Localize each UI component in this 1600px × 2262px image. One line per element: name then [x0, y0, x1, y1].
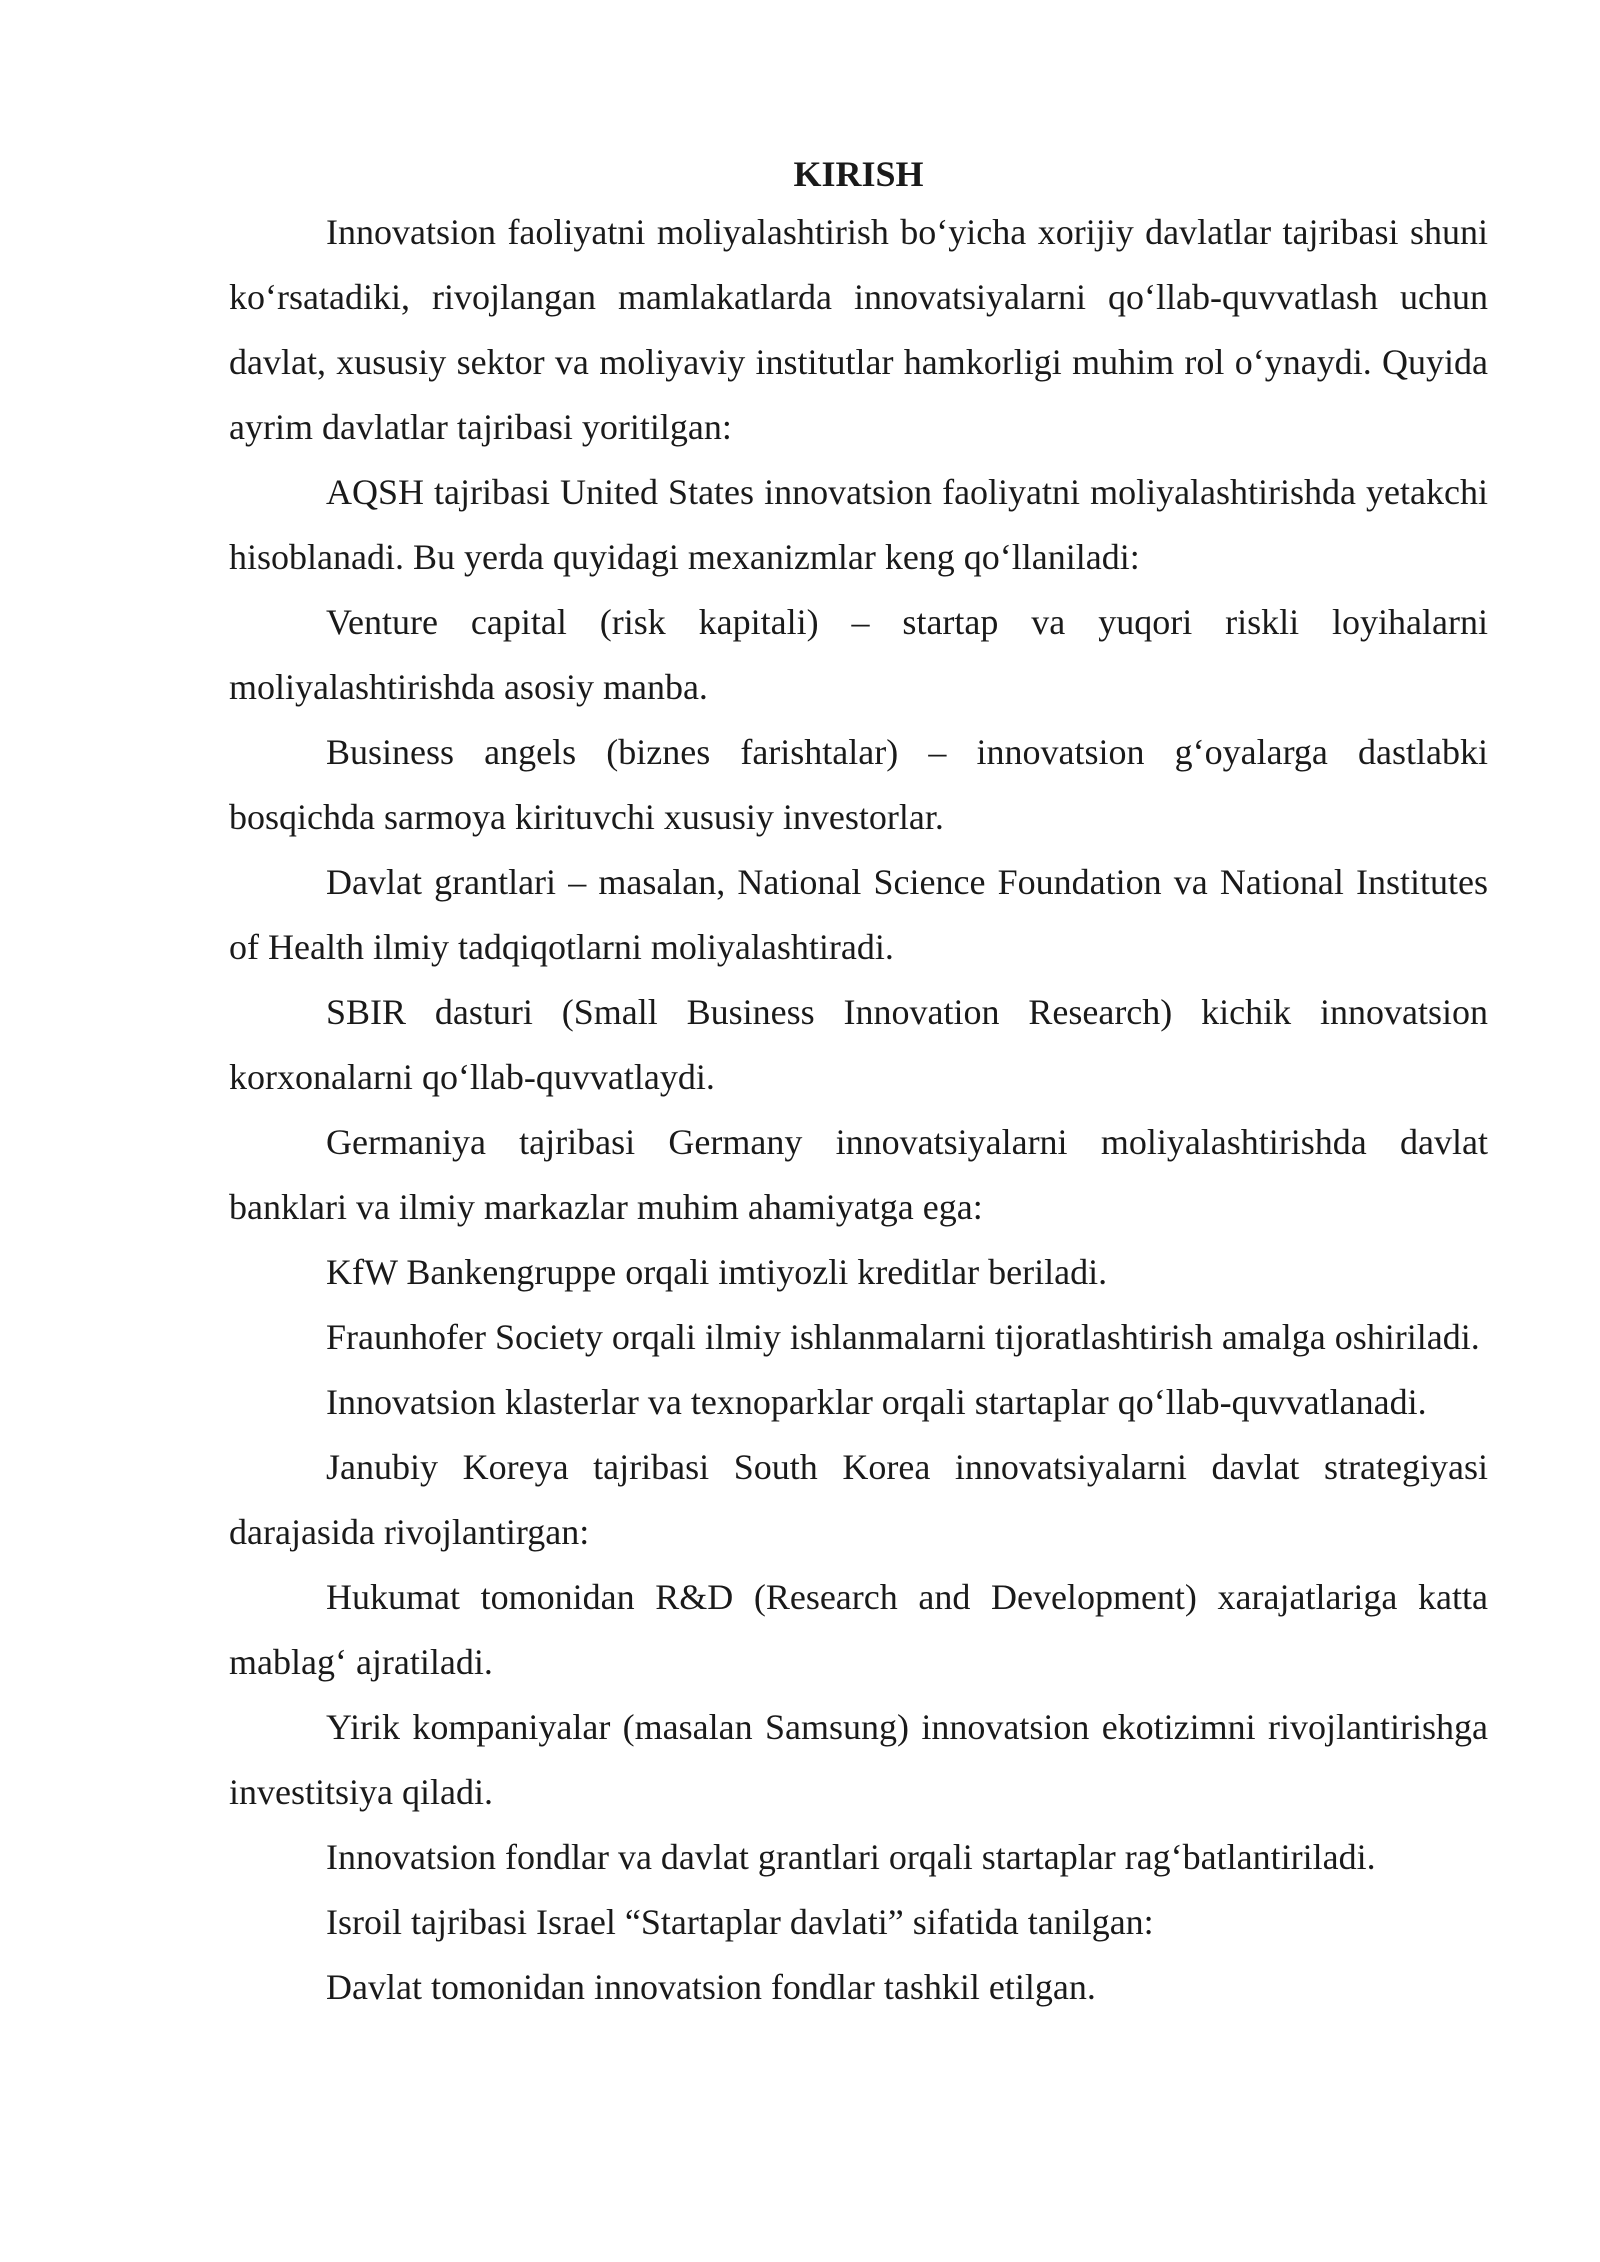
paragraph-fraunhofer: Fraunhofer Society orqali ilmiy ishlanmalarni tijoratlashtirish amalga oshiriladi. — [326, 1317, 1480, 1357]
page-title: KIRISH — [793, 154, 924, 194]
paragraph-venture-capital: Venture capital (risk kapitali) – startap va yuqori riskli loyihalarni moliyalashtirishda asosiy manba. — [229, 602, 1488, 707]
paragraph-intro: Innovatsion faoliyatni moliyalashtirish bo‘yicha xorijiy davlatlar tajribasi shuni ko‘rsatadiki, rivojlangan mamlakatlarda innovatsiyalarni qo‘llab-quvvatlash uchun davlat, xususiy sektor va moliyaviy institutlar hamkorligi muhim rol o‘ynaydi. Quyida ayrim davlatlar tajribasi yoritilgan: — [229, 212, 1488, 447]
document-body — [229, 148, 1488, 2020]
paragraph-rnd: Hukumat tomonidan R&D (Research and Development) xarajatlariga katta mablag‘ ajratiladi. — [229, 1577, 1488, 1682]
paragraph-samsung: Yirik kompaniyalar (masalan Samsung) innovatsion ekotizimni rivojlantirishga investitsiya qiladi. — [229, 1707, 1488, 1812]
paragraph-state-grants: Davlat grantlari – masalan, National Science Foundation va National Institutes of Health ilmiy tadqiqotlarni moliyalashtiradi. — [229, 862, 1488, 967]
paragraph-kfw: KfW Bankengruppe orqali imtiyozli kreditlar beriladi. — [326, 1252, 1108, 1292]
paragraph-israel: Isroil tajribasi Israel “Startaplar davlati” sifatida tanilgan: — [326, 1902, 1154, 1942]
paragraph-clusters: Innovatsion klasterlar va texnoparklar orqali startaplar qo‘llab-quvvatlanadi. — [326, 1382, 1427, 1422]
paragraph-germany: Germaniya tajribasi Germany innovatsiyalarni moliyalashtirishda davlat banklari va ilmiy markazlar muhim ahamiyatga ega: — [229, 1122, 1488, 1227]
paragraph-south-korea: Janubiy Koreya tajribasi South Korea innovatsiyalarni davlat strategiyasi darajasida rivojlantirgan: — [229, 1447, 1488, 1552]
paragraph-israel-funds: Davlat tomonidan innovatsion fondlar tashkil etilgan. — [326, 1967, 1096, 2007]
paragraph-usa: AQSH tajribasi United States innovatsion faoliyatni moliyalashtirishda yetakchi hisoblanadi. Bu yerda quyidagi mexanizmlar keng qo‘llaniladi: — [229, 472, 1488, 577]
paragraph-funds: Innovatsion fondlar va davlat grantlari orqali startaplar rag‘batlantiriladi. — [326, 1837, 1376, 1877]
paragraph-business-angels: Business angels (biznes farishtalar) – innovatsion g‘oyalarga dastlabki bosqichda sarmoya kirituvchi xususiy investorlar. — [229, 732, 1488, 837]
paragraph-sbir: SBIR dasturi (Small Business Innovation Research) kichik innovatsion korxonalarni qo‘llab-quvvatlaydi. — [229, 992, 1488, 1097]
